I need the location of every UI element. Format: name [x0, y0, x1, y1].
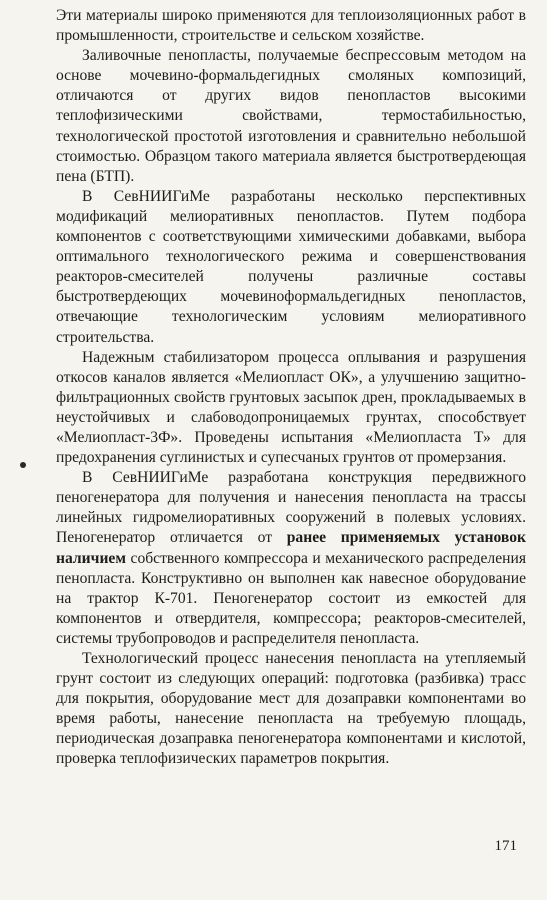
foam-generator-text-end: собственного компрессора и механического распределения пенопласта. Конструктивно он выполнен как навесное оборудование на трактор К-701. Пеногенератор состоит из емкостей для компонентов и отвердителя, компрессора; реакторов-смесителей, системы трубопроводов и распределителя пенопласта. [56, 549, 526, 647]
paragraph-technological-process: Технологический процесс нанесения пенопласта на утепляемый грунт состоит из следующих операций: подготовка (разбивка) трасс для покрытия, оборудование мест для дозаправки компонентами во время работы, нанесение пенопласта на требуемую площадь, периодическая дозаправка пеногенератора компонентами и кислотой, проверка теплофизических параметров покрытия. [56, 650, 526, 768]
foam-generator-text-start: В СевНИИГиМе разработана конструкция передвижного пеногенератора для получения и нанесения пенопласта на трассы линейных гидромелиоративных сооружений в полевых условиях. Пеногенератор отличается от [56, 469, 526, 547]
paragraph-foam-generator [56, 468, 526, 649]
paragraph-foam-plastics: Заливочные пенопласты, получаемые беспрессовым методом на основе мочевино-формальдегидных смоляных композиций, отличаются от других видов пенопластов высокими теплофизическими свойствами, термостабильностью, технологической простотой изготовления и сравнительно небольшой стоимостью. Образцом такого материала является быстротвердеющая пена (БТП). [56, 47, 526, 185]
text-body [56, 6, 526, 770]
margin-dot-mark [20, 462, 26, 468]
paragraph-stabilizer: Надежным стабилизатором процесса оплывания и разрушения откосов каналов является «Мелиопласт ОК», а улучшению защитно-фильтрационных свойств грунтовых засыпок дрен, прокладываемых в неустойчивых и слабоводопроницаемых грунтах, способствует «Мелиопласт-3Ф». Проведены испытания «Мелиопласта Т» для предохранения суглинистых и супесчаных грунтов от промерзания. [56, 348, 526, 467]
foam-generator-text-bold: ранее применяемых установок наличием [56, 529, 527, 567]
page-number: 171 [494, 838, 517, 854]
paragraph-sevniigim-modifications: В СевНИИГиМе разработаны несколько перспективных модификаций мелиоративных пенопластов. Путем подбора компонентов с соответствующими химическими добавками, выбора оптимального технологического режима и совершенствования реакторов-смесителей получены различные составы быстротвердеющих мочевиноформальдегидных пенопластов, отвечающие технологическим условиям мелиоративного строительства. [56, 187, 526, 346]
paragraph-continuation: Эти материалы широко применяются для теплоизоляционных работ в промышленности, строительстве и сельском хозяйстве. [56, 7, 526, 45]
